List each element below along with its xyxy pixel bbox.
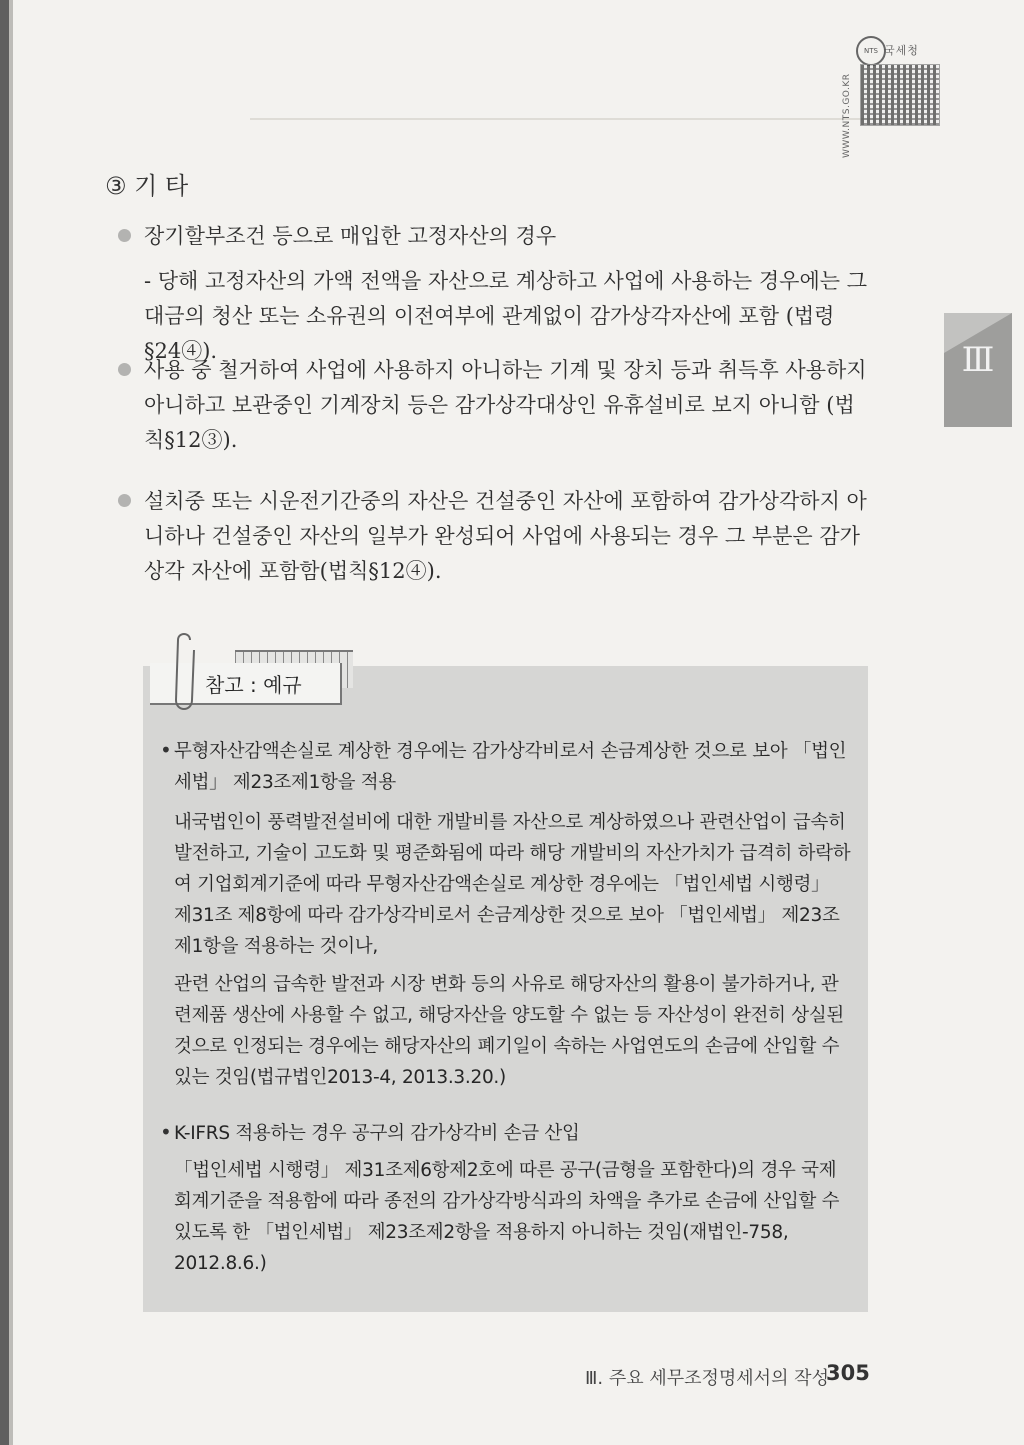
item-4-text: 설치중 또는 시운전기간중의 자산은 건설중인 자산에 포함하여 감가상각하지 아니하나 건설중인 자산의 일부가 완성되어 사업에 사용되는 경우 그 부분은 감가상각 자산에 포함함(법칙§12④). xyxy=(144,489,867,583)
bullet-dot-3 xyxy=(118,494,131,507)
nts-logo: NTS xyxy=(856,36,886,66)
qr-label: 국세청 xyxy=(884,44,919,57)
ref-1-heading: 무형자산감액손실로 계상한 경우에는 감가상각비로서 손금계상한 것으로 보아 「법인세법」 제23조제1항을 적용 xyxy=(174,741,847,793)
footer-chapter: Ⅲ. 주요 세무조정명세서의 작성 xyxy=(585,1368,829,1389)
binding-edge xyxy=(0,0,9,1445)
paperclip-icon xyxy=(170,630,200,715)
item-2-text: - 당해 고정자산의 가액 전액을 자산으로 계상하고 사업에 사용하는 경우에는 그 대금의 청산 또는 소유권의 이전여부에 관계없이 감가상각자산에 포함 (법령§24④). xyxy=(144,269,867,363)
bullet-dot-2 xyxy=(118,363,131,376)
qr-code-icon[interactable] xyxy=(860,64,940,126)
bullet-dot-1 xyxy=(118,229,131,242)
qr-url: WWW.NTS.GO.KR xyxy=(842,73,852,158)
page-number: 305 xyxy=(826,1361,870,1385)
ref-bullet-1: • xyxy=(160,738,172,762)
header-rule xyxy=(250,118,890,120)
ref-1-paragraph-2: 관련 산업의 급속한 발전과 시장 변화 등의 사유로 해당자산의 활용이 불가하거나, 관련제품 생산에 사용할 수 없고, 해당자산을 양도할 수 없는 등 자산성이 완전히 상실된 것으로 인정되는 경우에는 해당자산의 폐기일이 속하는 사업연도의 손금에 산입할 수 있는 것임(법규법인2013-4, 2013.3.20.) xyxy=(174,974,844,1088)
item-3-text: 사용 중 철거하여 사업에 사용하지 아니하는 기계 및 장치 등과 취득후 사용하지 아니하고 보관중인 기계장치 등은 감가상각대상인 유휴설비로 보지 아니함 (법칙§12③). xyxy=(144,358,867,452)
reference-title: 참고 : 예규 xyxy=(205,673,302,697)
ref-2-heading: K-IFRS 적용하는 경우 공구의 감가상각비 손금 산입 xyxy=(174,1123,580,1144)
qr-block xyxy=(842,34,942,158)
ref-bullet-2: • xyxy=(160,1120,172,1144)
ref-2-paragraph-1: 「법인세법 시행령」 제31조제6항제2호에 따른 공구(금형을 포함한다)의 경우 국제 회계기준을 적용함에 따라 종전의 감가상각방식과의 차액을 추가로 손금에 산입할 수 있도록 한 「법인세법」 제23조제2항을 적용하지 아니하는 것임(재법인-758, 2012.8.6.) xyxy=(174,1160,840,1274)
ref-1-paragraph-1: 내국법인이 풍력발전설비에 대한 개발비를 자산으로 계상하였으나 관련산업이 급속히 발전하고, 기술이 고도화 및 평준화됨에 따라 해당 개발비의 자산가치가 급격히 하락하여 기업회계기준에 따라 무형자산감액손실로 계상한 경우에는 「법인세법 시행령」 제31조 제8항에 따라 감가상각비로서 손금계상한 것으로 보아 「법인세법」 제23조 제1항을 적용하는 것이나, xyxy=(174,812,851,957)
binding-edge-shadow xyxy=(9,0,13,1445)
chapter-number: Ⅲ xyxy=(961,340,995,380)
section-title: ③ 기 타 xyxy=(105,172,189,200)
item-1-text: 장기할부조건 등으로 매입한 고정자산의 경우 xyxy=(144,224,557,248)
